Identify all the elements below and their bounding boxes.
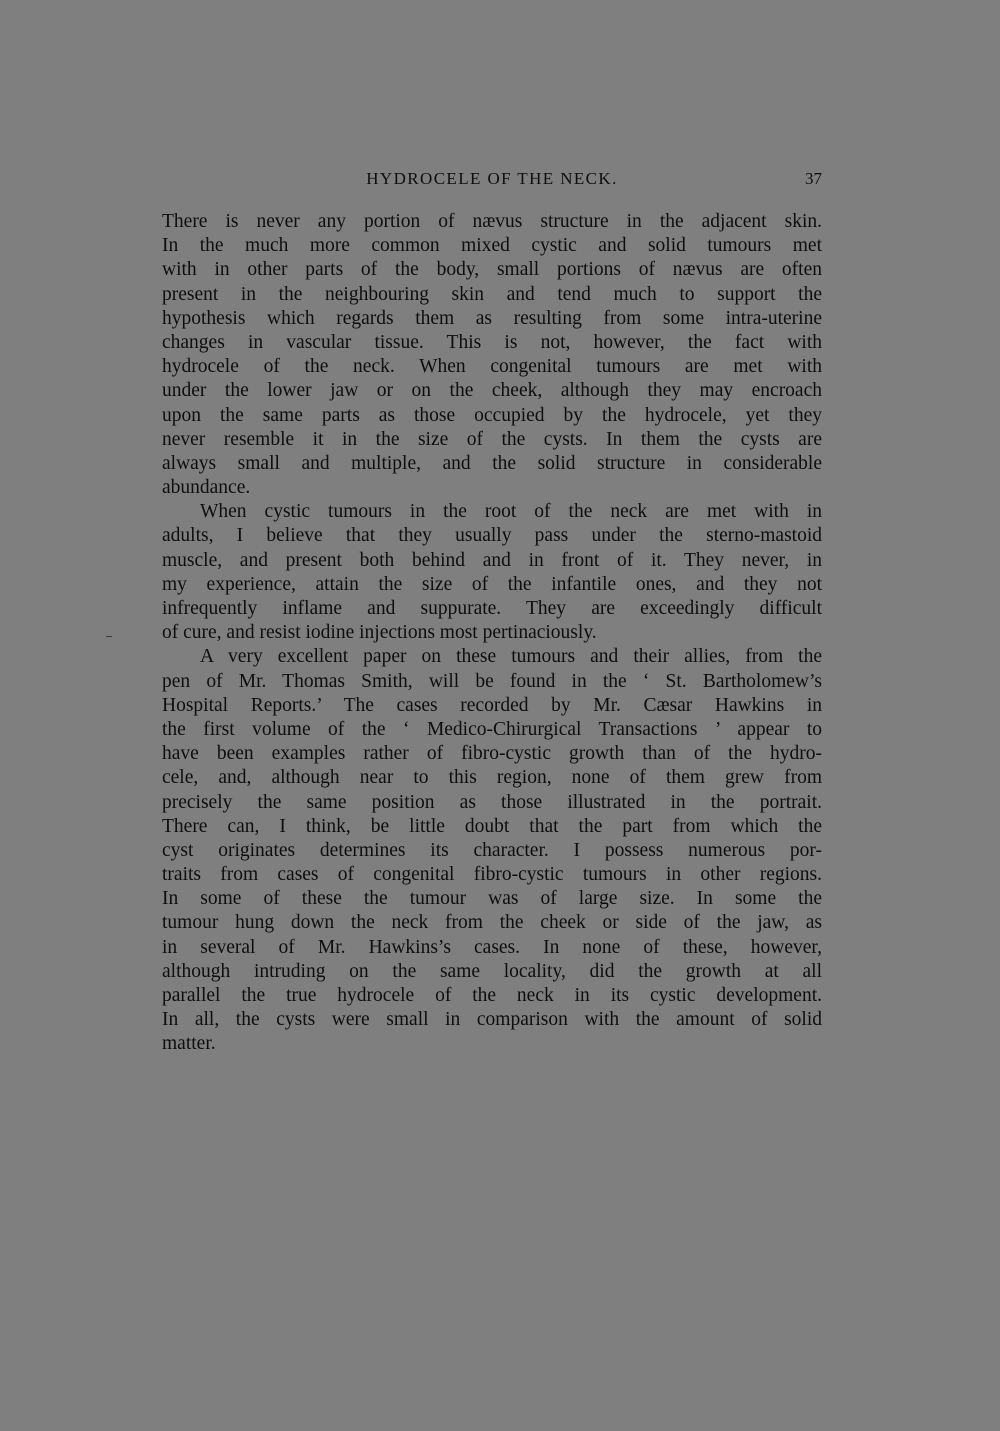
text-line: although intruding on the same locality, did the growth at all [162,960,822,982]
text-line: upon the same parts as those occupied by the hydrocele, yet they [162,404,822,426]
page-number: 37 [805,169,822,188]
text-line: In some of these the tumour was of large size. In some the [162,888,822,910]
paragraph-1 [162,210,822,500]
text-line: There is never any portion of nævus structure in the adjacent skin. [162,211,822,232]
margin-mark [106,636,112,637]
text-line: parallel the true hydrocele of the neck in its cystic development. [162,985,822,1006]
text-line: changes in vascular tissue. This is not, however, the fact with [162,331,822,353]
text-line: tumour hung down the neck from the cheek or side of the jaw, as [162,912,822,934]
text-line: hydrocele of the neck. When congenital tumours are met with [162,356,822,378]
running-head [162,169,822,195]
text-line: infrequently inflame and suppurate. They are exceedingly difficult [162,598,822,619]
text-line: in several of Mr. Hawkins’s cases. In none of these, however, [162,936,822,958]
body-text [162,210,822,1057]
text-line: hypothesis which regards them as resulting from some intra-uterine [162,307,822,329]
text-line: with in other parts of the body, small portions of nævus are often [162,259,822,281]
text-line: abundance. [162,477,251,499]
text-line: traits from cases of congenital fibro-cystic tumours in other regions. [162,864,822,886]
paragraph-3 [162,645,822,1056]
paragraph-2 [162,500,822,645]
text-line: the first volume of the ‘ Medico-Chirurgical Transactions ’ appear to [162,718,822,740]
text-line: There can, I think, be little doubt that the part from which the [162,815,822,837]
text-line: of cure, and resist iodine injections most pertinaciously. [162,622,597,644]
text-line: have been examples rather of fibro-cystic growth than of the hydro- [162,743,822,765]
text-line: In all, the cysts were small in comparison with the amount of solid [162,1009,822,1031]
text-line: A very excellent paper on these tumours and their allies, from the [200,646,822,668]
text-line: Hospital Reports.’ The cases recorded by Mr. Cæsar Hawkins in [162,694,822,716]
text-line: never resemble it in the size of the cysts. In them the cysts are [162,428,822,450]
running-title: HYDROCELE OF THE NECK. [366,169,618,188]
text-line: muscle, and present both behind and in front of it. They never, in [162,549,822,571]
text-line: my experience, attain the size of the infantile ones, and they not [162,573,822,595]
text-line: adults, I believe that they usually pass under the sterno-mastoid [162,525,822,547]
text-line: matter. [162,1033,216,1055]
text-line: cele, and, although near to this region, none of them grew from [162,767,822,789]
text-line: under the lower jaw or on the cheek, although they may encroach [162,380,822,402]
text-line: precisely the same position as those illustrated in the portrait. [162,791,822,813]
text-line: In the much more common mixed cystic and solid tumours met [162,235,822,257]
text-line: present in the neighbouring skin and tend much to support the [162,283,822,305]
text-line: When cystic tumours in the root of the neck are met with in [200,501,822,523]
text-line: pen of Mr. Thomas Smith, will be found in the ‘ St. Bartholomew’s [162,670,822,692]
text-line: always small and multiple, and the solid structure in considerable [162,452,822,474]
text-line: cyst originates determines its character. I possess numerous por- [162,839,822,861]
